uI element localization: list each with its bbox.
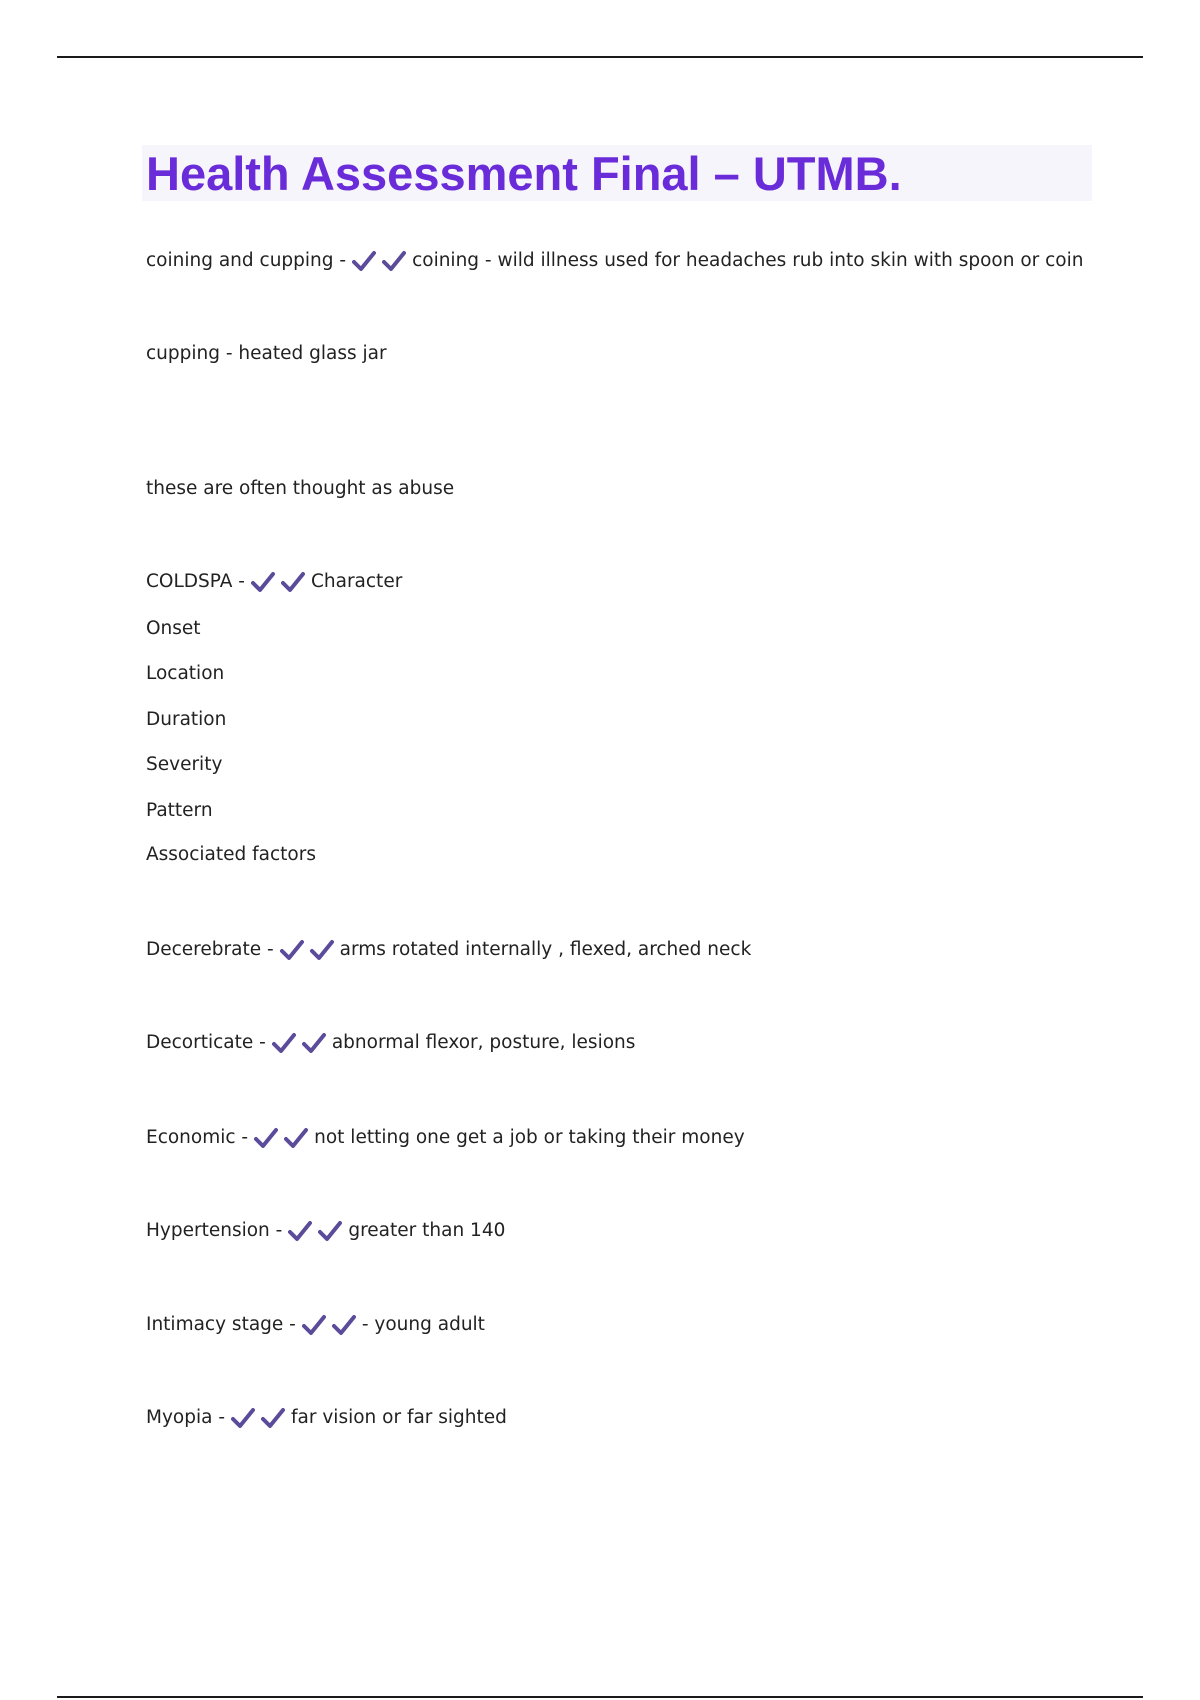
flashcard-entry	[146, 1313, 485, 1337]
check-icon	[302, 1314, 326, 1336]
term-label: Intimacy stage -	[146, 1314, 296, 1335]
check-icon	[251, 571, 275, 593]
flashcard-entry	[146, 1406, 507, 1430]
term-label: Decerebrate -	[146, 939, 274, 960]
note-line	[146, 342, 387, 366]
list-item	[146, 662, 224, 686]
check-icon	[302, 1032, 326, 1054]
note-line	[146, 477, 454, 501]
list-item	[146, 843, 316, 867]
list-item-text: Pattern	[146, 800, 213, 821]
check-icon	[352, 250, 376, 272]
flashcard-entry	[146, 1126, 745, 1150]
answer-text: coining - wild illness used for headaches rub into skin with spoon or coin	[412, 250, 1084, 271]
flashcard-entry	[146, 249, 1084, 273]
double-check-icon	[280, 939, 334, 961]
page-title: Health Assessment Final – UTMB.	[146, 147, 902, 200]
check-icon	[318, 1220, 342, 1242]
list-item	[146, 753, 222, 777]
answer-text: far vision or far sighted	[291, 1407, 507, 1428]
double-check-icon	[254, 1127, 308, 1149]
check-icon	[332, 1314, 356, 1336]
check-icon	[261, 1407, 285, 1429]
list-item	[146, 799, 213, 823]
check-icon	[281, 571, 305, 593]
list-item	[146, 708, 226, 732]
double-check-icon	[288, 1220, 342, 1242]
term-label: Economic -	[146, 1127, 249, 1148]
check-icon	[382, 250, 406, 272]
check-icon	[231, 1407, 255, 1429]
term-label: Decorticate -	[146, 1032, 266, 1053]
double-check-icon	[251, 571, 305, 593]
flashcard-entry	[146, 570, 402, 594]
check-icon	[280, 939, 304, 961]
flashcard-entry	[146, 1031, 635, 1055]
note-text: cupping - heated glass jar	[146, 343, 387, 364]
list-item-text: Severity	[146, 754, 223, 775]
double-check-icon	[272, 1032, 326, 1054]
check-icon	[284, 1127, 308, 1149]
answer-text: abnormal flexor, posture, lesions	[331, 1032, 636, 1053]
list-item-text: Associated factors	[146, 844, 316, 865]
answer-text: - young adult	[361, 1314, 485, 1335]
term-label: COLDSPA -	[146, 571, 245, 592]
double-check-icon	[352, 250, 406, 272]
flashcard-entry	[146, 1219, 505, 1243]
footer-rule	[57, 1696, 1143, 1698]
list-item-text: Onset	[146, 618, 201, 639]
answer-text: not letting one get a job or taking their money	[314, 1127, 745, 1148]
list-item-text: Location	[146, 663, 225, 684]
check-icon	[288, 1220, 312, 1242]
flashcard-entry	[146, 938, 751, 962]
term-label: Myopia -	[146, 1407, 226, 1428]
list-item-text: Duration	[146, 709, 227, 730]
double-check-icon	[231, 1407, 285, 1429]
answer-text: greater than 140	[348, 1220, 506, 1241]
double-check-icon	[302, 1314, 356, 1336]
check-icon	[310, 939, 334, 961]
term-label: Hypertension -	[146, 1220, 283, 1241]
term-label: coining and cupping -	[146, 250, 347, 271]
check-icon	[254, 1127, 278, 1149]
list-item	[146, 617, 201, 641]
note-text: these are often thought as abuse	[146, 478, 455, 499]
header-rule	[57, 56, 1143, 58]
answer-text: arms rotated internally , flexed, arched neck	[339, 939, 752, 960]
answer-text: Character	[310, 571, 403, 592]
check-icon	[272, 1032, 296, 1054]
